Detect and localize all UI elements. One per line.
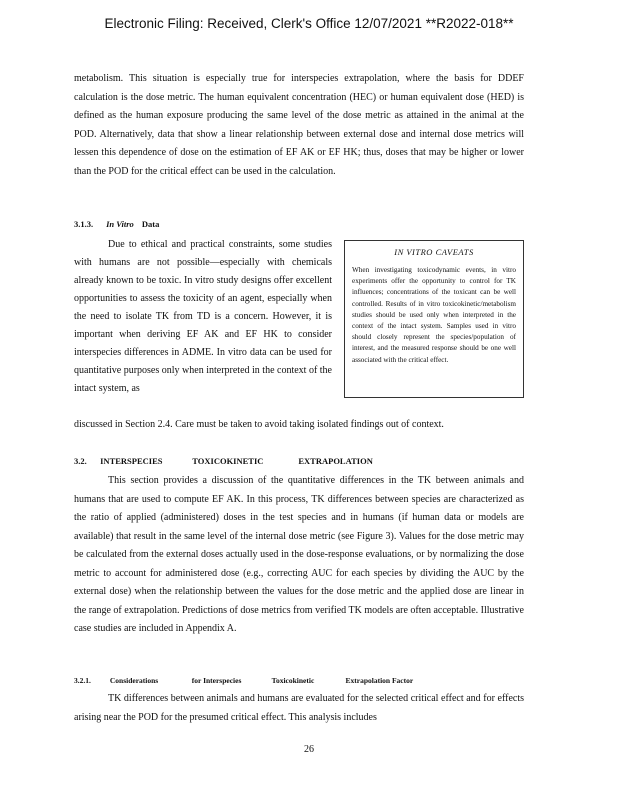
section-title-word: for Interspecies [191, 676, 242, 685]
section-heading-3-1-3 [74, 219, 159, 229]
page-number: 26 [304, 744, 314, 755]
section-heading-3-2-1 [74, 676, 413, 685]
filing-header: Electronic Filing: Received, Clerk's Office 12/07/2021 **R2022-018** [104, 16, 514, 31]
section-title-word: Considerations [109, 676, 159, 685]
paragraph-interspecies: This section provides a discussion of the quantitative differences in the TK between animals and humans that are used to compute EF AK. In this process, TK differences between species are characterized as the ratio of applied (administered) doses in the test species and in humans (if human data or models are available) that result in the same level of the internal dose metric (see Figure 3). Values for the dose metric may be calculated from the external doses actually used in the dose-response evaluations, or by normalizing the dose metric to account for administered dose (e.g., correcting AUC for each species by dividing the AUC by the external dose) when the relationship between the values for the dose metric and the applied dose are linear in the range of extrapolation. Predictions of dose metrics from verified TK models are often acceptable. Illustrative case studies are included in Appendix A. [74, 475, 524, 634]
paragraph-considerations: TK differences between animals and humans are evaluated for the selected critical effect and for effects arising near the POD for the presumed critical effect. This analysis includes [74, 693, 524, 723]
section-title-word: EXTRAPOLATION [298, 456, 373, 466]
caveats-body: When investigating toxicodynamic events, in vitro experiments offer the opportunity to control for TK influences; concentrations of the toxicant can be well controlled. Results of in vitro toxicokinetic/metabolism studies should be used only when interpreted in the context of the intact system. Samples used in vitro should closely represent the species/population of interest, and the measured response should be one well associated with the critical effect. [352, 266, 516, 364]
paragraph-metabolism: metabolism. This situation is especially true for interspecies extrapolation, where the basis for DDEF calculation is the dose metric. The human equivalent concentration (HEC) or human equivalent dose (HED) is defined as the human exposure producing the same level of the dose metric as attained in the animal at the POD. Alternatively, data that show a linear relationship between external dose and internal dose metrics will lessen this dependence of dose on the estimation of EF AK or EF HK; thus, doses that may be higher or lower than the POD for the critical effect can be used in the calculation. [74, 73, 524, 177]
section-title-rest: Data [141, 219, 160, 229]
section-title-word: Toxicokinetic [271, 676, 315, 685]
section-number: 3.2. [74, 456, 87, 466]
section-title-word: TOXICOKINETIC [192, 456, 264, 466]
section-title-italic: In Vitro [106, 219, 134, 229]
section-number: 3.1.3. [74, 219, 94, 229]
paragraph-in-vitro-tail: discussed in Section 2.4. Care must be taken to avoid taking isolated findings out of context. [74, 419, 444, 430]
section-heading-3-2 [74, 456, 373, 466]
in-vitro-caveats-box [344, 240, 524, 398]
section-number: 3.2.1. [74, 676, 91, 685]
section-title-word: Extrapolation Factor [345, 676, 414, 685]
caveats-title: IN VITRO CAVEATS [394, 247, 474, 257]
paragraph-in-vitro: Due to ethical and practical constraints, some studies with humans are not possible—especially with chemicals already known to be toxic. In vitro study designs offer excellent opportunities to assess the toxicity of an agent, especially when the need to isolate TK from TD is a concern. However, it is important when deriving EF AK and EF HK to consider interspecies differences in ADME. In vitro data can be used for quantitative purposes only when interpreted in the context of the intact system, as [74, 239, 332, 394]
section-title-word: INTERSPECIES [100, 456, 163, 466]
